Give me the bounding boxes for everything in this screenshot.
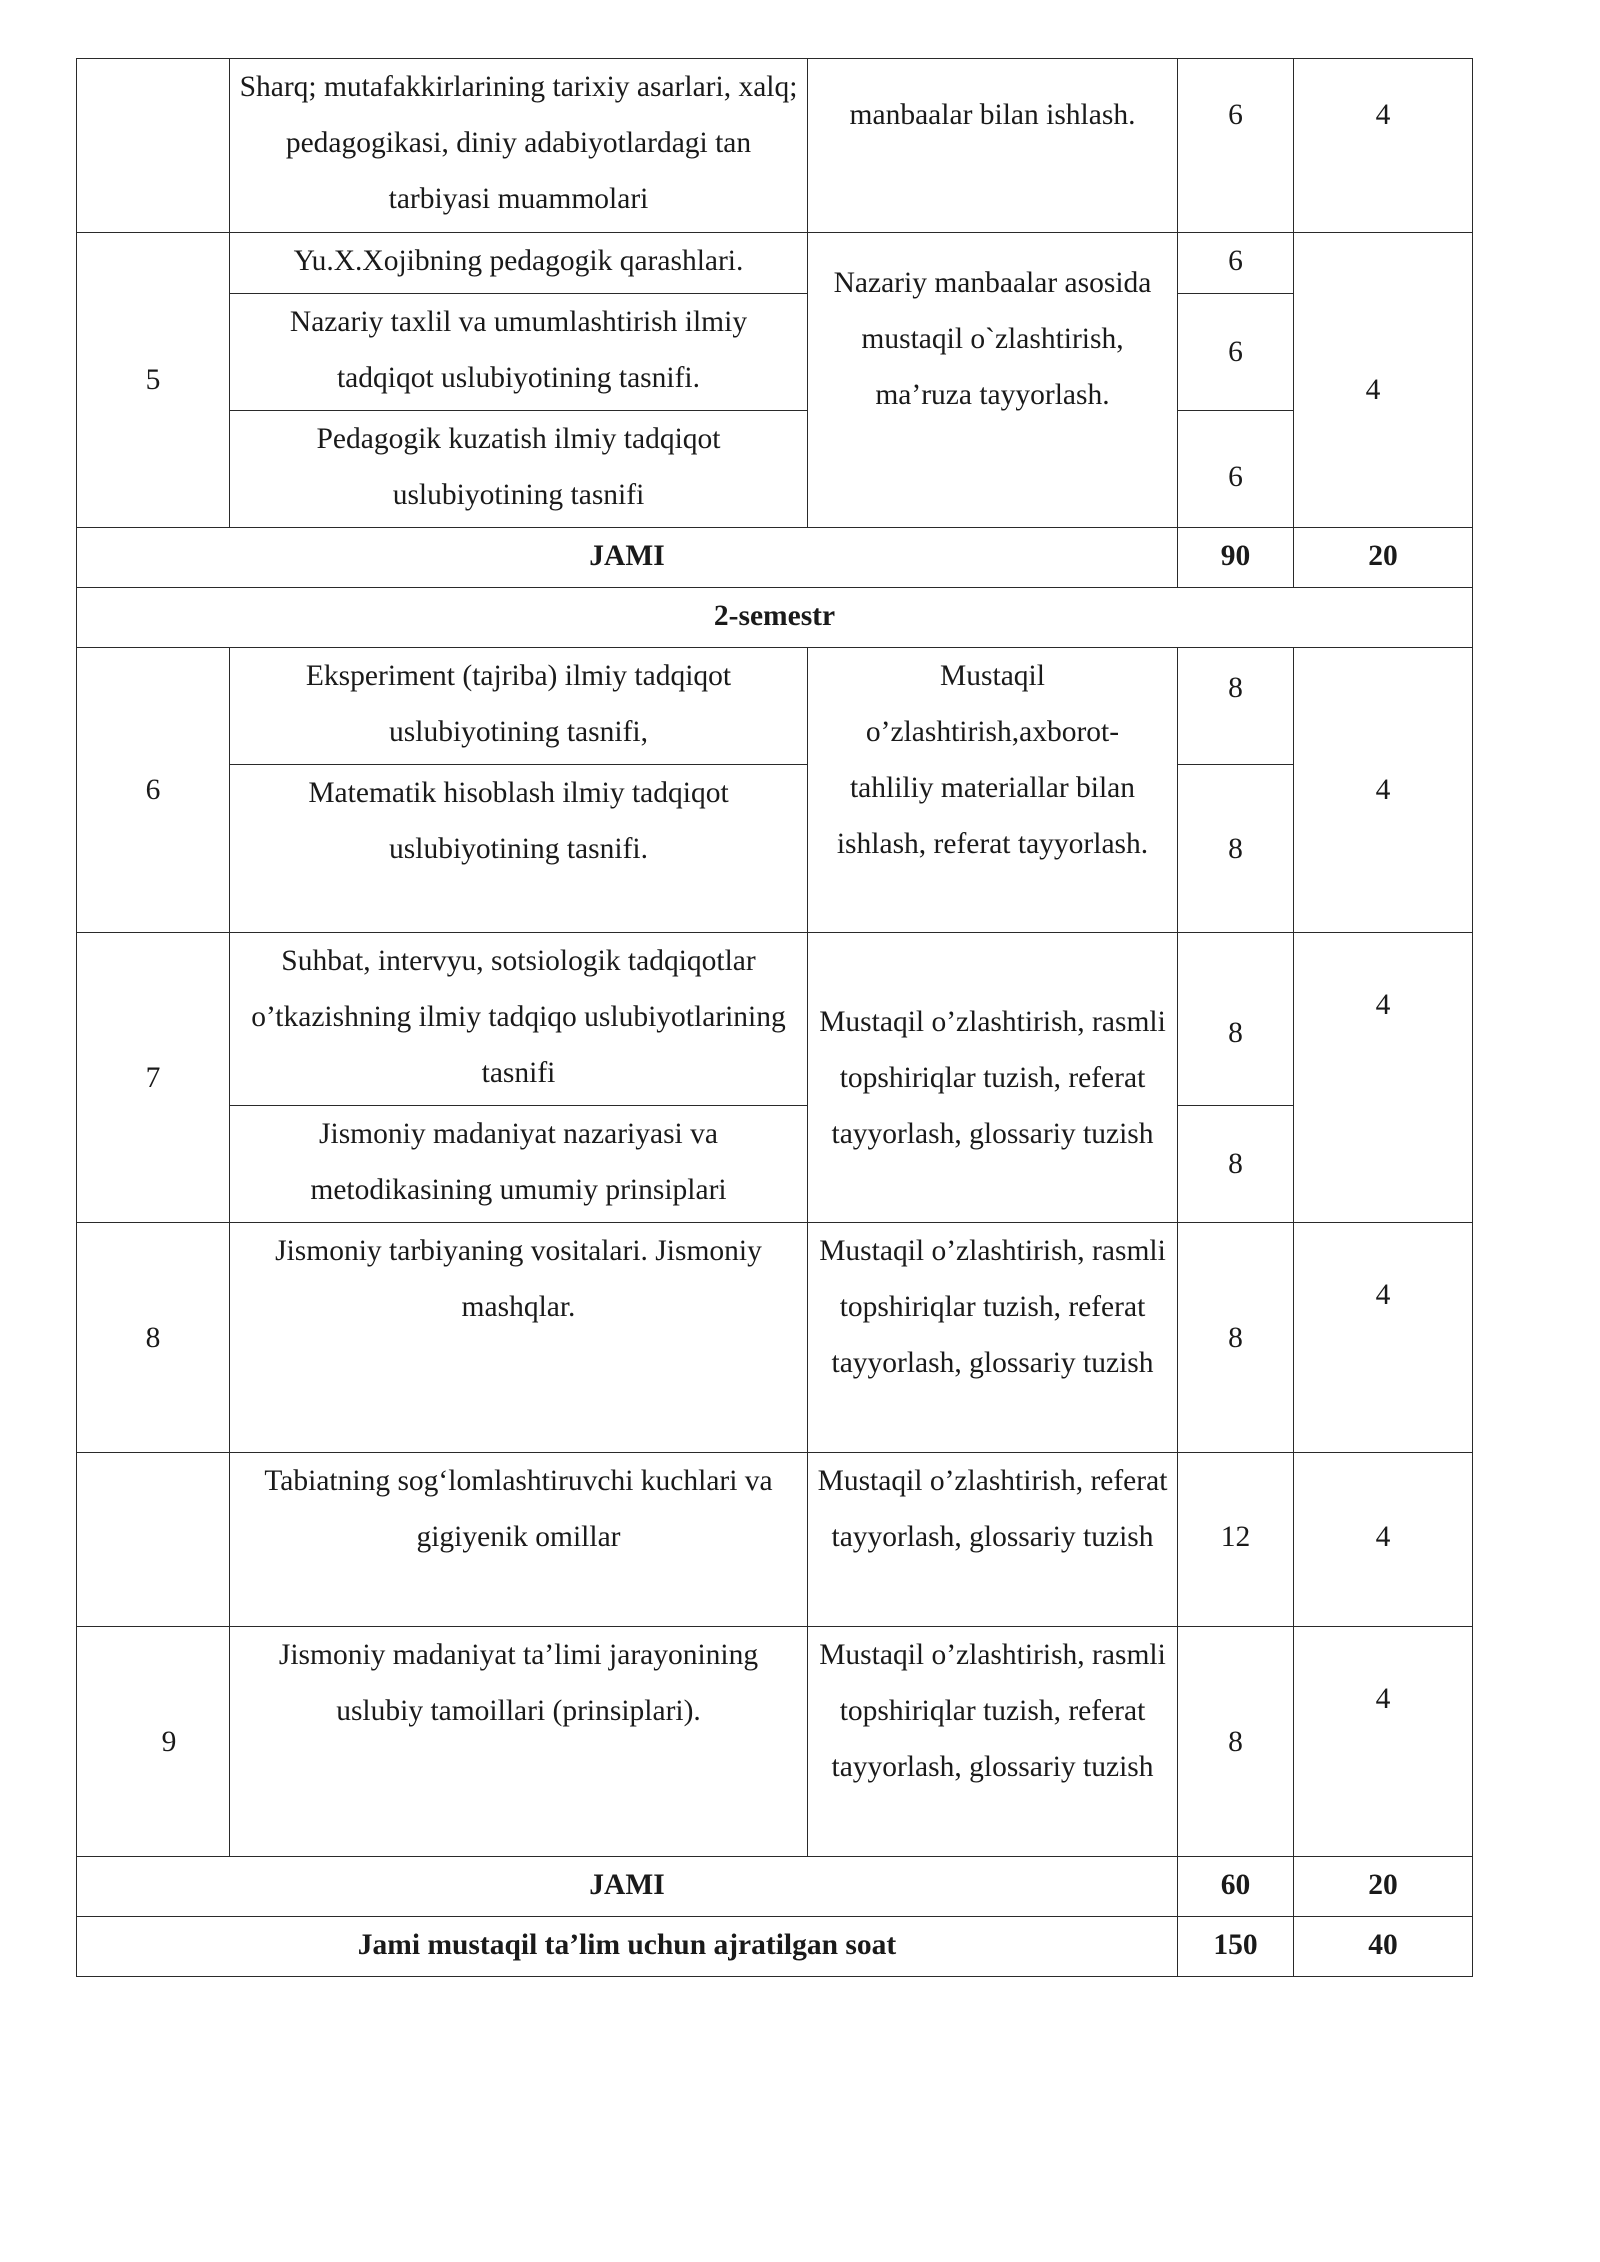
grand-total-score: 40 bbox=[1294, 1917, 1473, 1977]
topic-cell: Sharq; mutafakkirlarining tarixiy asarlari, xalq; pedagogikasi, diniy adabiyotlardagi tan tarbiyasi muammolari bbox=[230, 59, 808, 233]
topic-cell: Pedagogik kuzatish ilmiy tadqiqot uslubiyotining tasnifi bbox=[230, 411, 808, 528]
total-score: 20 bbox=[1294, 528, 1473, 588]
hours-cell: 12 bbox=[1178, 1453, 1294, 1627]
grand-total-label: Jami mustaqil ta’lim uchun ajratilgan soat bbox=[77, 1917, 1178, 1977]
table-row bbox=[77, 648, 1473, 765]
row-number: 9 bbox=[77, 1627, 230, 1857]
total-row bbox=[77, 1857, 1473, 1917]
semester-row bbox=[77, 588, 1473, 648]
hours-cell: 8 bbox=[1178, 1627, 1294, 1857]
total-label: JAMI bbox=[77, 528, 1178, 588]
grand-total-row bbox=[77, 1917, 1473, 1977]
hours-cell: 8 bbox=[1178, 1106, 1294, 1223]
score-cell: 4 bbox=[1294, 1453, 1473, 1627]
table-row bbox=[77, 933, 1473, 1106]
topic-cell: Matematik hisoblash ilmiy tadqiqot uslubiyotining tasnifi. bbox=[230, 765, 808, 933]
task-cell: Mustaqil o’zlashtirish, rasmli topshiriqlar tuzish, referat tayyorlash, glossariy tuzish bbox=[808, 1627, 1178, 1857]
topic-cell: Jismoniy tarbiyaning vositalari. Jismoniy mashqlar. bbox=[230, 1223, 808, 1453]
task-cell: Mustaqil o’zlashtirish, referat tayyorlash, glossariy tuzish bbox=[808, 1453, 1178, 1627]
hours-cell: 6 bbox=[1178, 233, 1294, 294]
table-row bbox=[77, 1453, 1473, 1627]
task-cell: manbaalar bilan ishlash. bbox=[808, 59, 1178, 233]
table-row bbox=[77, 294, 1473, 411]
row-number: 5 bbox=[77, 233, 230, 528]
task-cell: Mustaqil o’zlashtirish, rasmli topshiriqlar tuzish, referat tayyorlash, glossariy tuzish bbox=[808, 1223, 1178, 1453]
hours-cell: 8 bbox=[1178, 765, 1294, 933]
task-cell: Mustaqil o’zlashtirish, rasmli topshiriqlar tuzish, referat tayyorlash, glossariy tuzish bbox=[808, 933, 1178, 1223]
score-cell: 4 bbox=[1294, 1627, 1473, 1857]
grand-total-hours: 150 bbox=[1178, 1917, 1294, 1977]
hours-cell: 6 bbox=[1178, 411, 1294, 528]
row-number bbox=[77, 1453, 230, 1627]
task-cell: Nazariy manbaalar asosida mustaqil o`zlashtirish, ma’ruza tayyorlash. bbox=[808, 233, 1178, 528]
score-cell: 4 bbox=[1294, 59, 1473, 233]
topic-cell: Suhbat, intervyu, sotsiologik tadqiqotlar o’tkazishning ilmiy tadqiqo uslubiyotlarining tasnifi bbox=[230, 933, 808, 1106]
row-number: 8 bbox=[77, 1223, 230, 1453]
table-row bbox=[77, 765, 1473, 933]
score-cell: 4 bbox=[1294, 933, 1473, 1223]
topic-cell: Jismoniy madaniyat ta’limi jarayonining uslubiy tamoillari (prinsiplari). bbox=[230, 1627, 808, 1857]
topic-cell: Yu.X.Xojibning pedagogik qarashlari. bbox=[230, 233, 808, 294]
total-hours: 90 bbox=[1178, 528, 1294, 588]
row-number bbox=[77, 59, 230, 233]
table-row bbox=[77, 1223, 1473, 1453]
task-cell: Mustaqil o’zlashtirish,axborot-tahliliy materiallar bilan ishlash, referat tayyorlash. bbox=[808, 648, 1178, 933]
table-row bbox=[77, 411, 1473, 528]
table-row bbox=[77, 1106, 1473, 1223]
table-row bbox=[77, 233, 1473, 294]
table-row bbox=[77, 59, 1473, 233]
total-hours: 60 bbox=[1178, 1857, 1294, 1917]
score-cell: 4 bbox=[1294, 233, 1473, 528]
topic-cell: Tabiatning sog‘lomlashtiruvchi kuchlari va gigiyenik omillar bbox=[230, 1453, 808, 1627]
row-number: 6 bbox=[77, 648, 230, 933]
topic-cell: Jismoniy madaniyat nazariyasi va metodikasining umumiy prinsiplari bbox=[230, 1106, 808, 1223]
hours-cell: 8 bbox=[1178, 648, 1294, 765]
topic-cell: Nazariy taxlil va umumlashtirish ilmiy tadqiqot uslubiyotining tasnifi. bbox=[230, 294, 808, 411]
hours-cell: 8 bbox=[1178, 933, 1294, 1106]
table-row bbox=[77, 1627, 1473, 1857]
topic-cell: Eksperiment (tajriba) ilmiy tadqiqot uslubiyotining tasnifi, bbox=[230, 648, 808, 765]
semester-title: 2-semestr bbox=[77, 588, 1473, 648]
total-score: 20 bbox=[1294, 1857, 1473, 1917]
score-cell: 4 bbox=[1294, 648, 1473, 933]
row-number: 7 bbox=[77, 933, 230, 1223]
hours-cell: 6 bbox=[1178, 59, 1294, 233]
score-cell: 4 bbox=[1294, 1223, 1473, 1453]
total-label: JAMI bbox=[77, 1857, 1178, 1917]
hours-cell: 6 bbox=[1178, 294, 1294, 411]
independent-study-table bbox=[76, 58, 1473, 1977]
total-row bbox=[77, 528, 1473, 588]
hours-cell: 8 bbox=[1178, 1223, 1294, 1453]
